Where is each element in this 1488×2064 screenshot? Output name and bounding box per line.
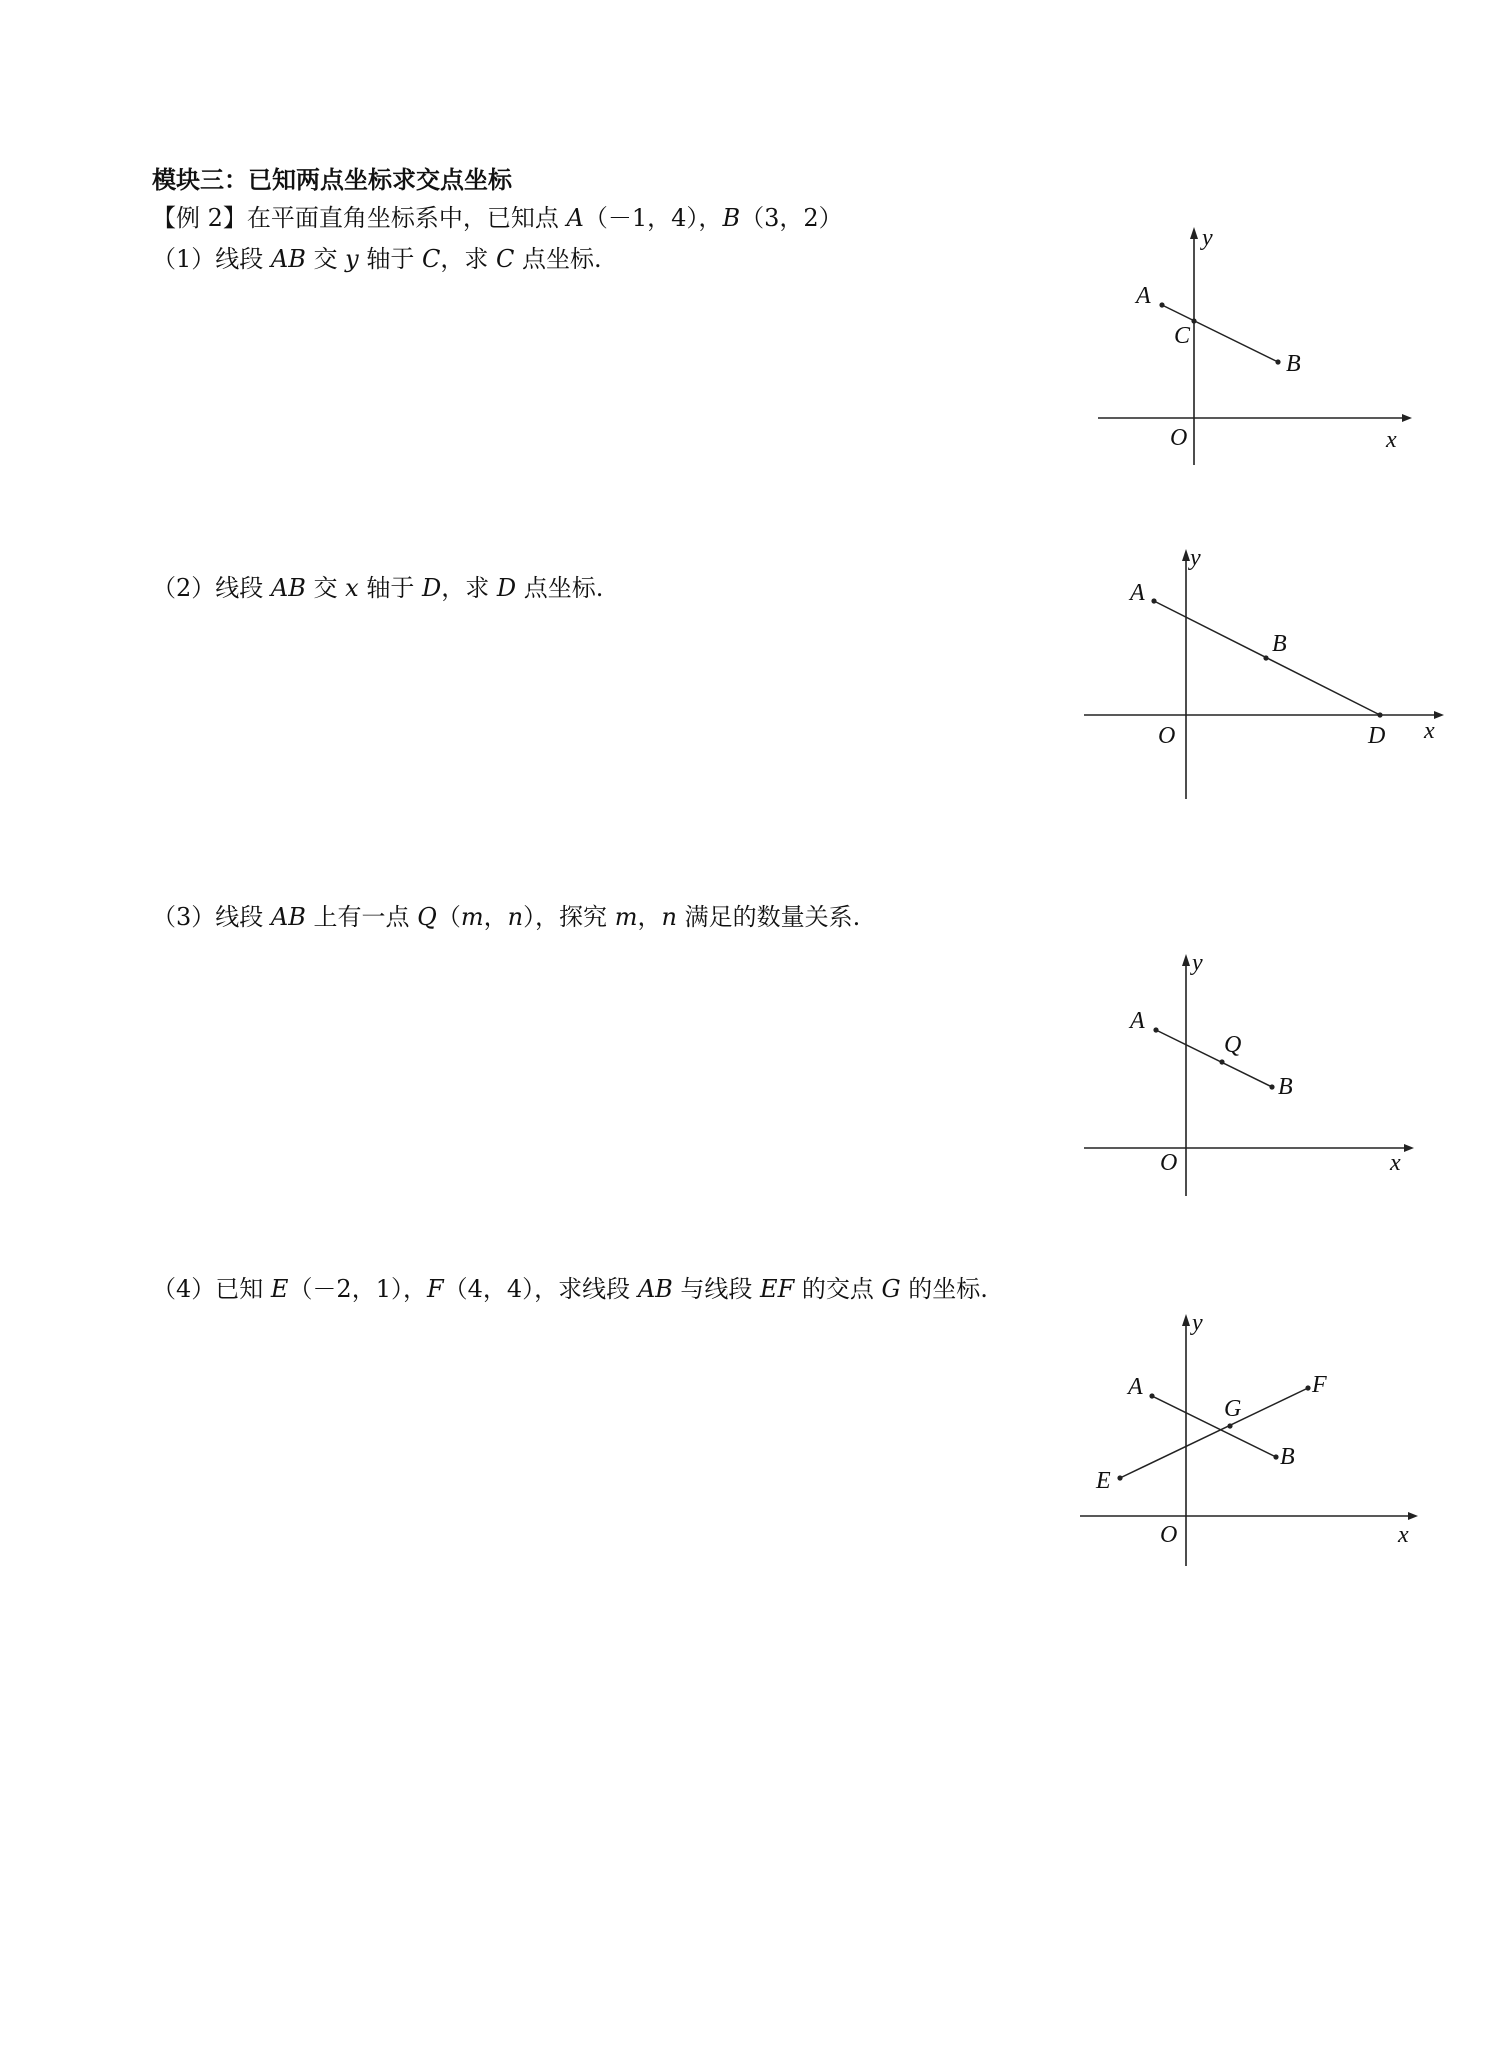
label-a: A bbox=[1136, 283, 1151, 309]
dot-g bbox=[1227, 1423, 1232, 1428]
question-1 bbox=[152, 244, 602, 274]
q2-pt2: D bbox=[496, 574, 517, 602]
label-b: B bbox=[1280, 1444, 1295, 1470]
bracket-close: 】 bbox=[222, 204, 247, 232]
label-a: A bbox=[1130, 580, 1145, 606]
q3-n2: n bbox=[661, 903, 677, 931]
x-arrow-icon bbox=[1408, 1512, 1418, 1520]
label-q: Q bbox=[1224, 1032, 1242, 1058]
q3-m: m bbox=[460, 903, 484, 931]
segment-ab bbox=[1156, 1030, 1272, 1087]
label-g: G bbox=[1224, 1396, 1242, 1422]
label-a: A bbox=[1130, 1008, 1145, 1034]
q3-num: （3）线段 bbox=[152, 903, 271, 931]
dot-b bbox=[1275, 359, 1280, 364]
q1-t3: ，求 bbox=[440, 245, 496, 273]
label-d: D bbox=[1368, 723, 1386, 749]
stem-prefix: 在平面直角坐标系中，已知点 bbox=[246, 204, 567, 232]
point-b: B bbox=[722, 204, 741, 232]
figure-2 bbox=[1078, 545, 1458, 807]
label-e: E bbox=[1096, 1468, 1111, 1494]
y-arrow-icon bbox=[1182, 1314, 1190, 1326]
label-b: B bbox=[1286, 351, 1301, 377]
label-b: B bbox=[1272, 631, 1287, 657]
dot-b bbox=[1269, 1084, 1274, 1089]
y-arrow-icon bbox=[1182, 549, 1190, 561]
x-arrow-icon bbox=[1402, 414, 1412, 422]
dot-a bbox=[1149, 1393, 1154, 1398]
q2-t2: 轴于 bbox=[358, 574, 422, 602]
q3-n: n bbox=[507, 903, 524, 931]
dot-a bbox=[1151, 598, 1156, 603]
dot-a bbox=[1159, 302, 1164, 307]
segment-ab bbox=[1152, 1396, 1276, 1457]
dot-f bbox=[1305, 1385, 1310, 1390]
q3-m2: m bbox=[614, 903, 638, 931]
q3-t1: 上有一点 bbox=[305, 903, 418, 931]
q1-ab: AB bbox=[270, 245, 306, 273]
q4-t2: 的交点 bbox=[794, 1275, 882, 1303]
figure-3 bbox=[1080, 950, 1420, 1202]
example-stem bbox=[152, 203, 843, 233]
label-o: O bbox=[1170, 425, 1188, 451]
dot-d bbox=[1377, 712, 1382, 717]
q3-q: Q bbox=[417, 903, 437, 931]
label-a: A bbox=[1128, 1374, 1143, 1400]
q1-num: （1）线段 bbox=[152, 245, 271, 273]
q1-t1: 交 bbox=[305, 245, 346, 273]
q4-num: （4）已知 bbox=[152, 1275, 271, 1303]
q1-t4: 点坐标. bbox=[514, 245, 602, 273]
question-2 bbox=[152, 573, 603, 603]
label-y: y bbox=[1190, 545, 1201, 571]
label-x: x bbox=[1424, 718, 1435, 744]
label-x: x bbox=[1386, 427, 1397, 453]
q1-axis: y bbox=[345, 245, 359, 273]
q1-pt2: C bbox=[495, 245, 515, 273]
q3-t4: ），探究 bbox=[523, 903, 615, 931]
q4-ab: AB bbox=[637, 1275, 673, 1303]
x-arrow-icon bbox=[1404, 1144, 1414, 1152]
q2-t3: ，求 bbox=[441, 574, 497, 602]
q4-e-coord: （－2，1）， bbox=[288, 1275, 427, 1303]
dot-a bbox=[1153, 1027, 1158, 1032]
y-arrow-icon bbox=[1182, 954, 1190, 966]
module-title: 模块三：已知两点坐标求交点坐标 bbox=[152, 166, 512, 194]
label-y: y bbox=[1202, 225, 1213, 251]
q4-f-coord: （4，4），求线段 bbox=[443, 1275, 638, 1303]
label-o: O bbox=[1160, 1522, 1178, 1548]
label-x: x bbox=[1390, 1150, 1401, 1176]
figure-1 bbox=[1090, 225, 1410, 475]
dot-c bbox=[1191, 318, 1196, 323]
q4-ef: EF bbox=[760, 1275, 795, 1303]
q3-t2: （ bbox=[436, 903, 461, 931]
q4-t3: 的坐标. bbox=[900, 1275, 988, 1303]
example-label: 例 2 bbox=[176, 204, 223, 232]
label-x: x bbox=[1398, 1522, 1409, 1548]
point-a-coord: （－1，4）， bbox=[583, 204, 723, 232]
label-y: y bbox=[1192, 950, 1203, 976]
q4-e: E bbox=[270, 1275, 289, 1303]
label-b: B bbox=[1278, 1074, 1293, 1100]
q3-t3: ， bbox=[483, 903, 508, 931]
figure-4 bbox=[1076, 1310, 1426, 1572]
q3-t5: ， bbox=[637, 903, 662, 931]
dot-b bbox=[1263, 655, 1268, 660]
label-f: F bbox=[1312, 1372, 1327, 1398]
question-3 bbox=[152, 902, 860, 932]
q2-ab: AB bbox=[270, 574, 306, 602]
q2-num: （2）线段 bbox=[152, 574, 271, 602]
x-arrow-icon bbox=[1434, 711, 1444, 719]
bracket-open: 【 bbox=[152, 204, 176, 232]
q1-pt: C bbox=[421, 245, 441, 273]
point-b-coord: （3，2） bbox=[740, 204, 843, 232]
point-a: A bbox=[566, 204, 584, 232]
q2-t4: 点坐标. bbox=[516, 574, 604, 602]
question-4 bbox=[152, 1274, 988, 1304]
q2-t1: 交 bbox=[305, 574, 346, 602]
q4-f: F bbox=[426, 1275, 444, 1303]
q2-pt: D bbox=[421, 574, 442, 602]
label-y: y bbox=[1192, 1310, 1203, 1336]
dot-q bbox=[1219, 1059, 1224, 1064]
dot-e bbox=[1117, 1475, 1122, 1480]
q4-t1: 与线段 bbox=[672, 1275, 761, 1303]
label-c: C bbox=[1174, 323, 1191, 349]
q3-t6: 满足的数量关系. bbox=[676, 903, 861, 931]
y-arrow-icon bbox=[1190, 227, 1198, 239]
q3-ab: AB bbox=[270, 903, 306, 931]
label-o: O bbox=[1160, 1150, 1178, 1176]
label-o: O bbox=[1158, 723, 1176, 749]
q1-t2: 轴于 bbox=[358, 245, 422, 273]
dot-b bbox=[1273, 1454, 1278, 1459]
q2-axis: x bbox=[345, 574, 359, 602]
q4-g: G bbox=[881, 1275, 901, 1303]
